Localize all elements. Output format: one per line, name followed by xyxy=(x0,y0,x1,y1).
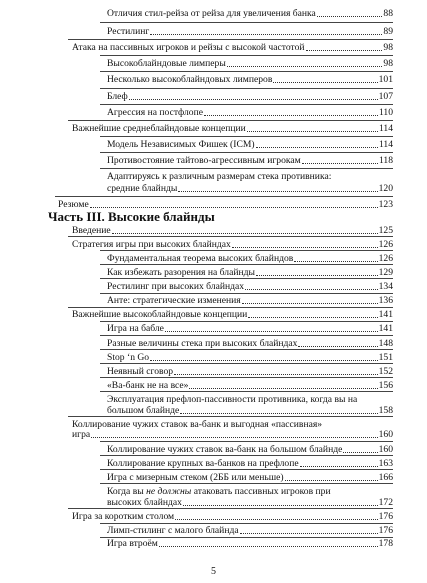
toc-divider xyxy=(100,391,393,392)
toc-entry xyxy=(107,538,393,549)
toc-entry xyxy=(72,225,393,236)
toc-entry-title: Коллирование крупных ва-банков на префлопе xyxy=(107,457,299,469)
toc-leader-dots xyxy=(174,374,378,375)
toc-entry-page: 101 xyxy=(378,74,393,85)
toc-entry-page: 118 xyxy=(378,155,393,166)
toc-leader-dots xyxy=(248,317,377,318)
toc-leader-dots xyxy=(317,16,383,17)
toc-entry xyxy=(107,366,393,377)
toc-entry xyxy=(72,239,393,250)
toc-divider xyxy=(100,278,393,279)
toc-leader-dots xyxy=(240,533,378,534)
toc-entry xyxy=(107,155,393,166)
toc-entry-title: Игра за коротким столом xyxy=(72,511,175,522)
toc-leader-dots xyxy=(247,131,378,132)
toc-entry-title: Введение xyxy=(72,225,111,237)
toc-entry-title: Стратегия игры при высоких блайндах xyxy=(72,238,231,250)
toc-entry xyxy=(107,338,393,349)
toc-divider xyxy=(68,508,393,509)
toc-entry xyxy=(107,58,393,69)
toc-entry xyxy=(107,323,393,334)
toc-leader-dots xyxy=(298,346,377,347)
toc-entry-title: Игра с мизерным стеком (2ББ или меньше) xyxy=(107,471,284,483)
toc-leader-dots xyxy=(165,331,378,332)
toc-entry xyxy=(72,429,393,440)
toc-title-part: атаковать пассивных игроков при xyxy=(191,485,331,497)
toc-entry-title: Высокоблайндовые лимперы xyxy=(107,58,226,69)
toc-entry-page: 141 xyxy=(378,309,393,321)
toc-divider xyxy=(100,250,393,251)
toc-entry-title: Важнейшие среднеблайндовые концепции xyxy=(72,123,246,134)
toc-entry-page: 156 xyxy=(378,379,393,391)
toc-entry-title: Коллирование чужих ставок ва-банк на большом блайнде xyxy=(107,443,343,455)
toc-entry-title-line2: большом блайнде xyxy=(107,404,180,416)
toc-divider xyxy=(100,136,393,137)
toc-entry xyxy=(72,123,393,134)
toc-leader-dots xyxy=(178,191,377,192)
toc-divider xyxy=(100,55,393,56)
toc-entry-page: 141 xyxy=(378,323,393,335)
toc-entry xyxy=(107,497,393,508)
toc-divider xyxy=(100,321,393,322)
toc-entry-title-line2: высоких блайндах xyxy=(107,496,182,508)
toc-divider xyxy=(100,441,393,442)
toc-entry-page: 120 xyxy=(378,183,393,194)
toc-entry xyxy=(107,405,393,416)
toc-divider xyxy=(100,152,393,153)
toc-leader-dots xyxy=(183,505,378,506)
toc-divider xyxy=(68,236,393,237)
toc-title-emphasis: не должны xyxy=(146,485,192,497)
toc-leader-dots xyxy=(90,207,378,208)
toc-entry-title: Рестилинг при высоких блайндах xyxy=(107,281,245,292)
toc-entry-page: 158 xyxy=(378,404,393,416)
toc-divider xyxy=(55,196,393,197)
toc-leader-dots xyxy=(300,466,378,467)
toc-entry xyxy=(107,26,393,37)
toc-divider xyxy=(100,335,393,336)
toc-entry-title-line1 xyxy=(107,486,331,497)
toc-entry-title: Stop ‘n Go xyxy=(107,351,150,363)
toc-entry-page: 110 xyxy=(378,107,393,118)
toc-leader-dots xyxy=(150,34,382,35)
toc-entry xyxy=(107,380,393,391)
toc-divider xyxy=(68,416,393,417)
toc-entry-page: 163 xyxy=(378,457,393,469)
toc-divider xyxy=(100,363,393,364)
toc-divider xyxy=(100,22,393,23)
toc-entry xyxy=(107,472,393,483)
toc-leader-dots xyxy=(159,546,378,547)
toc-divider xyxy=(100,469,393,470)
toc-leader-dots xyxy=(306,50,383,51)
toc-entry-page: 98 xyxy=(383,58,393,69)
toc-entry-title: Разные величины стека при высоких блайндах xyxy=(107,337,298,349)
toc-entry-page: 160 xyxy=(378,429,393,441)
part-heading: Часть III. Высокие блайнды xyxy=(48,209,215,225)
toc-leader-dots xyxy=(294,261,377,262)
toc-entry xyxy=(58,199,393,210)
toc-entry-title: Модель Независимых Фишек (ICM) xyxy=(107,139,255,150)
toc-divider xyxy=(100,168,393,169)
toc-entry-page: 152 xyxy=(378,365,393,377)
toc-entry xyxy=(107,91,393,102)
toc-leader-dots xyxy=(129,99,378,100)
toc-entry-title-line1: Эксплуатация префлоп-пассивности противника, когда вы на xyxy=(107,394,358,405)
toc-entry-page: 88 xyxy=(383,8,393,19)
toc-entry-title: Игра втроём xyxy=(107,538,158,549)
toc-entry-title: Рестилинг xyxy=(107,26,150,37)
toc-divider xyxy=(100,455,393,456)
toc-entry xyxy=(72,309,393,320)
toc-entry-title: Неявный сговор xyxy=(107,365,174,377)
toc-entry-title: Несколько высокоблайндовых лимперов xyxy=(107,74,273,85)
toc-entry-title: Агрессия на постфлопе xyxy=(107,107,203,118)
toc-leader-dots xyxy=(343,452,377,453)
toc-entry xyxy=(107,444,393,455)
toc-leader-dots xyxy=(150,360,378,361)
toc-entry-page: 176 xyxy=(378,524,393,536)
toc-leader-dots xyxy=(273,82,377,83)
toc-divider xyxy=(68,120,393,121)
toc-divider xyxy=(100,293,393,294)
toc-entry-page: 129 xyxy=(378,266,393,278)
toc-entry xyxy=(107,74,393,85)
toc-leader-dots xyxy=(285,480,378,481)
toc-entry-title-line1: Коллирование чужих ставок ва-банк и выгодная «пассивная» xyxy=(72,418,323,430)
toc-leader-dots xyxy=(204,115,378,116)
toc-entry xyxy=(72,42,393,53)
toc-leader-dots xyxy=(256,147,378,148)
toc-entry-page: 151 xyxy=(378,351,393,363)
toc-entry-page: 134 xyxy=(378,281,393,292)
toc-leader-dots xyxy=(302,163,378,164)
toc-entry-title: Противостояние тайтово-агрессивным игрокам xyxy=(107,155,301,166)
toc-entry-title-line2: игра xyxy=(72,429,91,441)
toc-entry-title: Важнейшие высокоблайндовые концепции xyxy=(72,309,248,321)
toc-divider xyxy=(100,377,393,378)
toc-entry-page: 126 xyxy=(378,238,393,250)
toc-divider xyxy=(68,307,393,308)
toc-title-part: Когда вы xyxy=(107,485,147,497)
toc-leader-dots xyxy=(242,303,378,304)
toc-divider xyxy=(100,264,393,265)
toc-entry-title-line1: Адаптируясь к различным размерам стека противника: xyxy=(107,171,332,182)
toc-entry xyxy=(107,8,393,19)
toc-leader-dots xyxy=(112,233,378,234)
toc-divider xyxy=(100,349,393,350)
toc-entry-page: 160 xyxy=(378,443,393,455)
toc-entry-page: 176 xyxy=(378,511,393,522)
toc-entry-title: Блеф xyxy=(107,91,128,102)
toc-entry-title: Фундаментальная теорема высоких блайндов xyxy=(107,252,294,264)
toc-leader-dots xyxy=(232,247,378,248)
toc-leader-dots xyxy=(256,275,378,276)
toc-entry-page: 148 xyxy=(378,337,393,349)
toc-entry-page: 125 xyxy=(378,225,393,237)
toc-entry xyxy=(107,525,393,536)
toc-divider xyxy=(100,71,393,72)
toc-entry-title: Игра на бабле xyxy=(107,323,164,335)
toc-leader-dots xyxy=(175,519,377,520)
toc-entry-page: 107 xyxy=(378,91,393,102)
toc-entry-page: 126 xyxy=(378,252,393,264)
toc-entry xyxy=(107,183,393,194)
toc-entry-title-line2: средние блайнды xyxy=(107,183,178,194)
toc-entry xyxy=(107,281,393,292)
toc-entry-title: «Ва-банк не на все» xyxy=(107,379,189,391)
toc-entry-title: Резюме xyxy=(58,199,89,210)
toc-entry xyxy=(107,267,393,278)
toc-leader-dots xyxy=(180,413,377,414)
toc-entry-page: 172 xyxy=(378,496,393,508)
toc-entry-title: Как избежать разорения на блайнды xyxy=(107,266,255,278)
toc-entry xyxy=(107,295,393,306)
toc-entry xyxy=(72,511,393,522)
toc-divider xyxy=(68,39,393,40)
toc-entry-page: 114 xyxy=(378,139,393,150)
toc-divider xyxy=(100,104,393,105)
page-number: 5 xyxy=(211,566,216,577)
toc-entry xyxy=(107,107,393,118)
toc-entry xyxy=(107,458,393,469)
toc-leader-dots xyxy=(245,289,378,290)
toc-entry-title: Лимп-стилинг с малого блайнда xyxy=(107,524,239,536)
toc-entry-page: 123 xyxy=(378,199,393,210)
toc-leader-dots xyxy=(189,388,377,389)
toc-entry-page: 166 xyxy=(378,471,393,483)
toc-leader-dots xyxy=(91,437,377,438)
toc-divider xyxy=(100,483,393,484)
toc-entry-page: 178 xyxy=(378,538,393,549)
toc-entry xyxy=(107,253,393,264)
toc-entry xyxy=(107,352,393,363)
toc-divider xyxy=(100,88,393,89)
toc-leader-dots xyxy=(227,66,383,67)
toc-entry-page: 89 xyxy=(383,26,393,37)
toc-entry-page: 114 xyxy=(378,123,393,134)
toc-entry-page: 136 xyxy=(378,295,393,307)
toc-entry-title: Отличия стил-рейза от рейза для увеличения банка xyxy=(107,8,316,19)
toc-entry-title: Анте: стратегические изменения xyxy=(107,295,241,307)
toc-entry-title: Атака на пассивных игроков и рейзы с высокой частотой xyxy=(72,42,305,53)
toc-entry xyxy=(107,139,393,150)
toc-entry-page: 98 xyxy=(383,42,393,53)
